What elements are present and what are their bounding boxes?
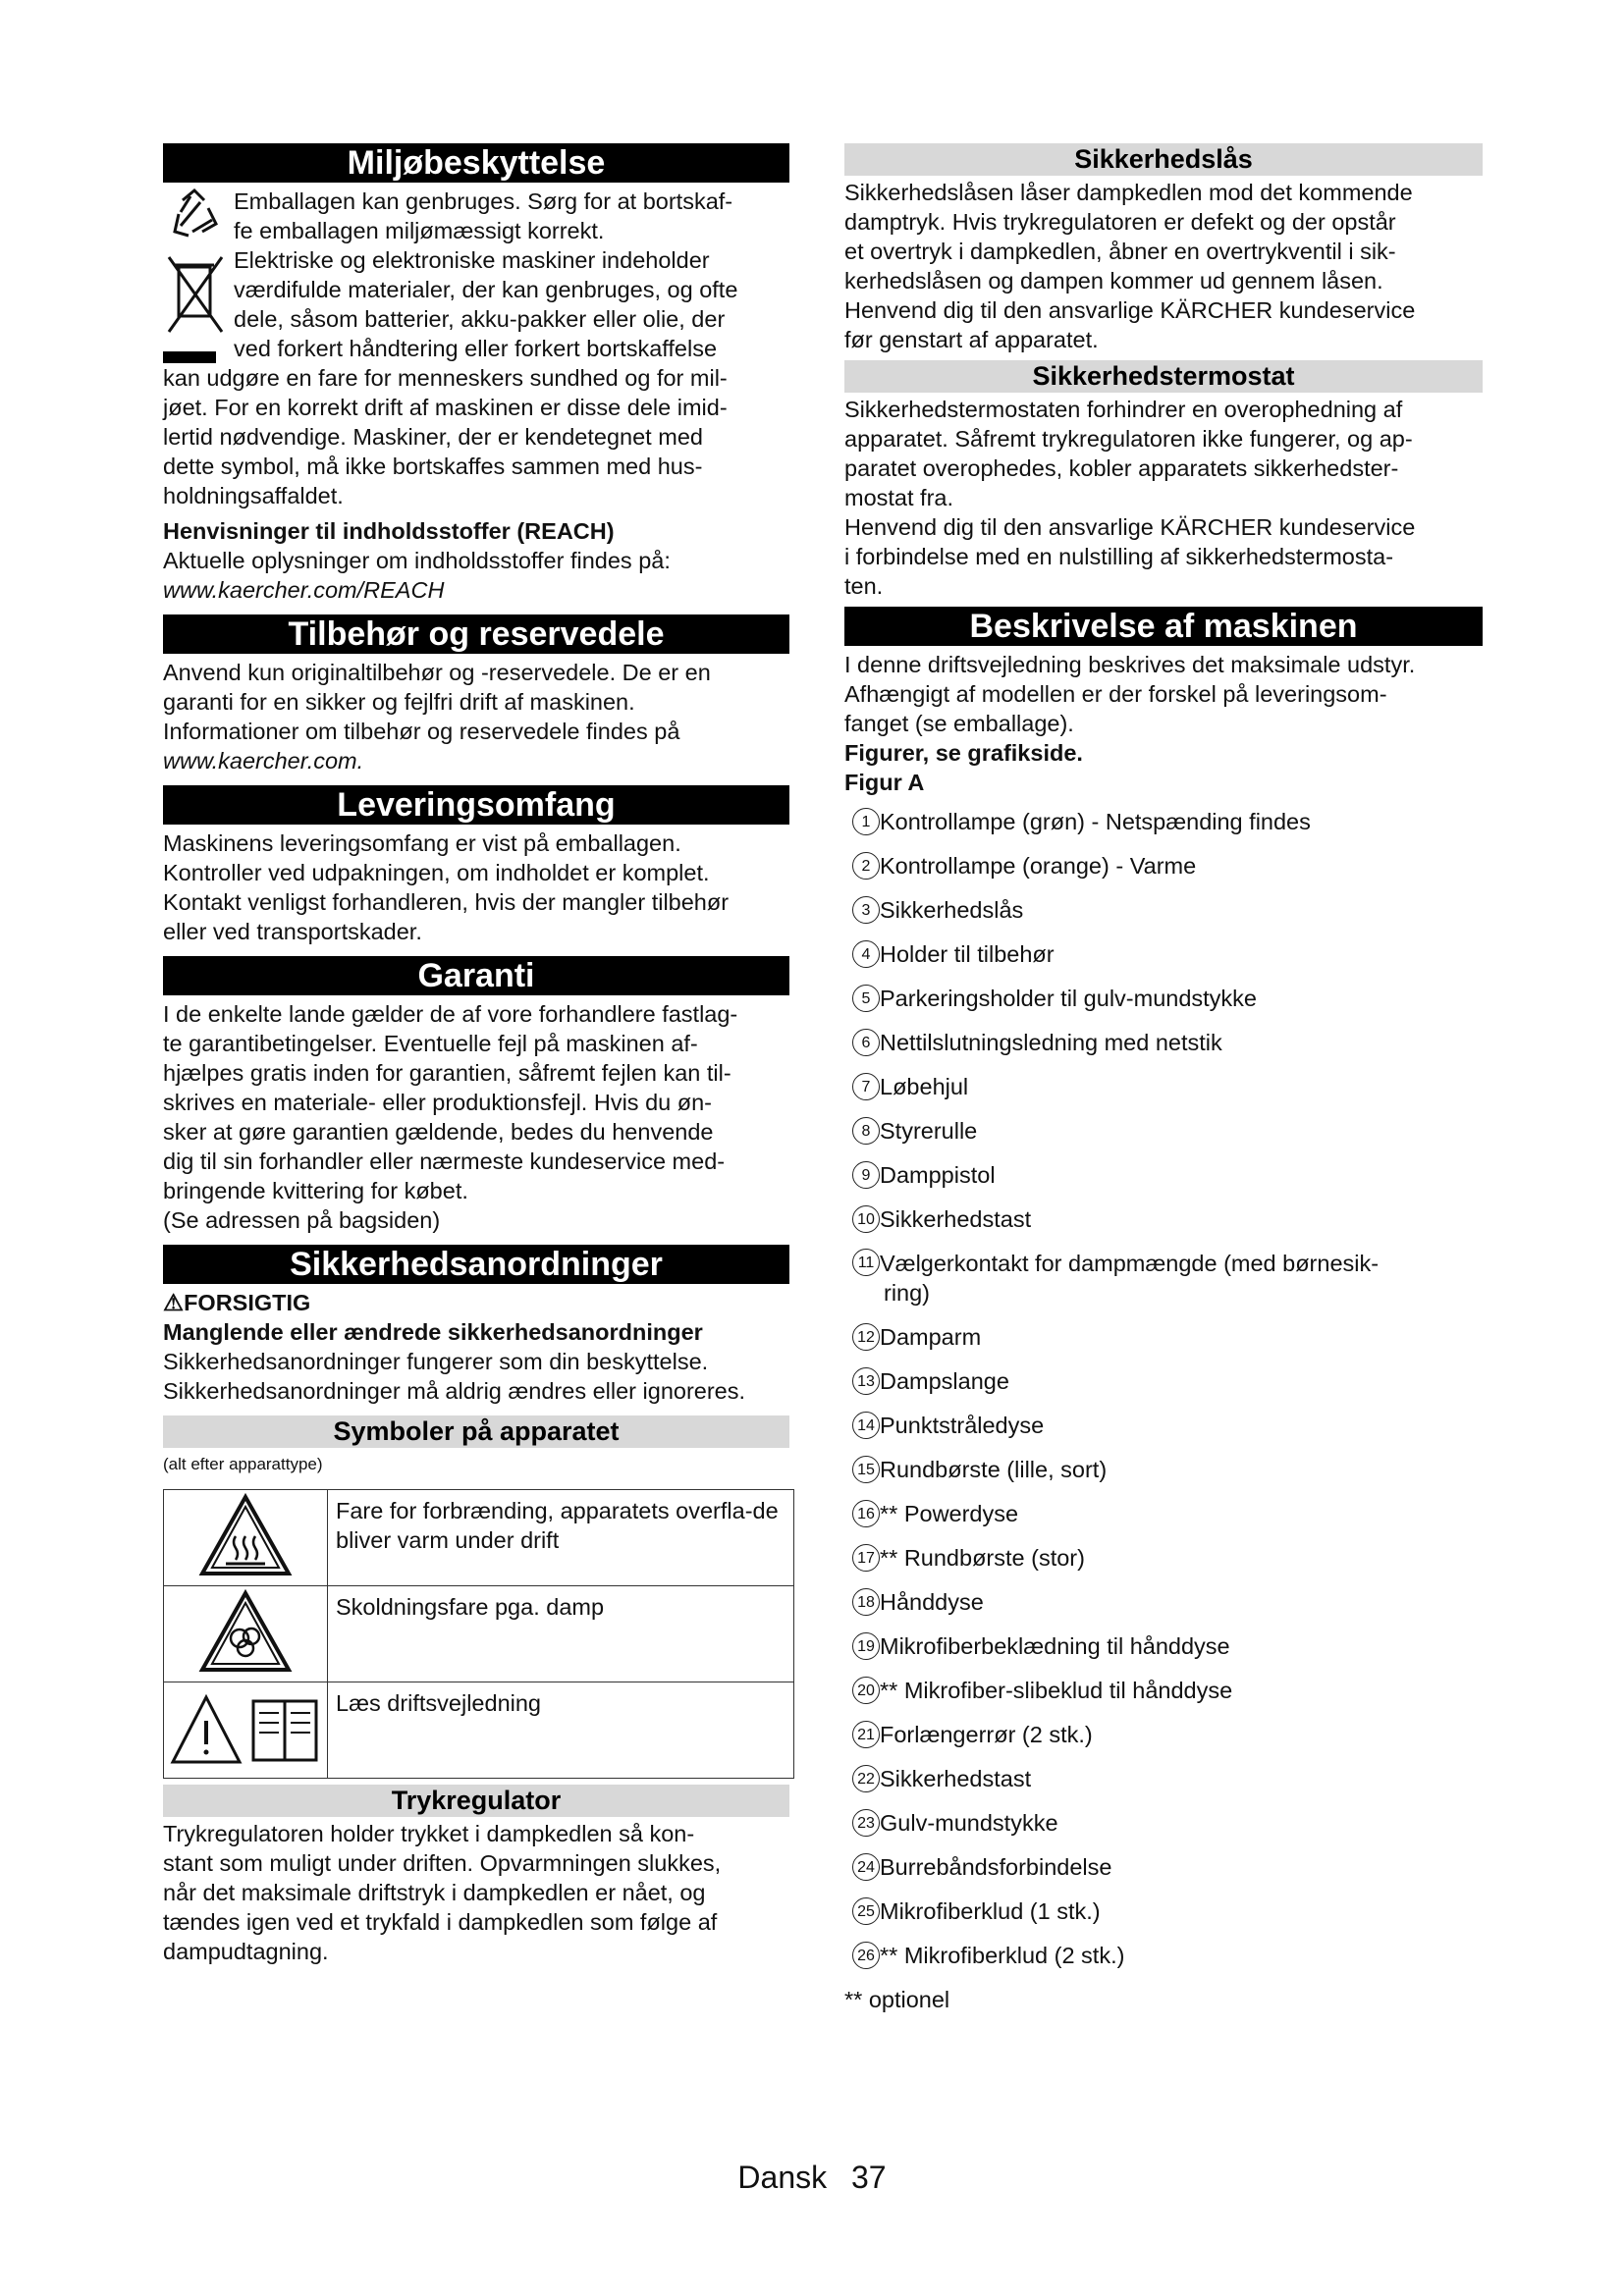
item-number: 2: [852, 852, 880, 880]
table-row: [164, 1682, 794, 1779]
desc-text: Afhængigt af modellen er der forskel på leveringsom-: [844, 681, 1387, 707]
list-item: [852, 1631, 1483, 1661]
pressure-text: tændes igen ved et trykfald i dampkedlen som følge af: [163, 1909, 718, 1935]
env-text: jøet. For en korrekt drift af maskinen er disse dele imid-: [163, 395, 728, 420]
weee-notice: [163, 245, 789, 363]
accessories-link[interactable]: www.kaercher.com.: [163, 748, 364, 774]
lock-text: kerhedslåsen og dampen kommer ud gennem låsen.: [844, 268, 1383, 294]
item-number: 8: [852, 1117, 880, 1145]
section-heading-safety: Sikkerhedsanordninger: [163, 1245, 789, 1284]
lock-text: et overtryk i dampkedlen, åbner en overtrykventil i sik-: [844, 239, 1396, 264]
item-number: 10: [852, 1205, 880, 1233]
list-item: [852, 1204, 1483, 1234]
lock-text: damptryk. Hvis trykregulatoren er defekt og der opstår: [844, 209, 1396, 235]
item-number: 13: [852, 1367, 880, 1395]
item-number: 1: [852, 808, 880, 835]
left-column: [163, 143, 789, 1966]
list-item: [852, 1072, 1483, 1101]
list-item: [852, 1587, 1483, 1617]
section-heading-accessories: Tilbehør og reservedele: [163, 614, 789, 654]
subheading-thermostat: Sikkerhedstermostat: [844, 360, 1483, 393]
desc-text: I denne driftsvejledning beskrives det maksimale udstyr.: [844, 652, 1416, 677]
list-item: [852, 1941, 1483, 1970]
list-item: [852, 1249, 1483, 1308]
item-label: Holder til tilbehør: [880, 941, 1055, 967]
lock-text: Sikkerhedslåsen låser dampkedlen mod det kommende: [844, 180, 1413, 205]
item-number: 20: [852, 1677, 880, 1704]
hot-surface-icon: [164, 1490, 328, 1586]
item-label: Damppistol: [880, 1162, 996, 1188]
item-number: 3: [852, 896, 880, 924]
list-item: [852, 1676, 1483, 1705]
parts-list: [844, 807, 1483, 1970]
list-item: [852, 1366, 1483, 1396]
list-item: [852, 851, 1483, 881]
env-text: værdifulde materialer, der kan genbruges, og ofte: [234, 277, 738, 302]
read-manual-icon: [164, 1682, 328, 1779]
item-label: Kontrollampe (orange) - Varme: [880, 853, 1197, 879]
list-item: [852, 1455, 1483, 1484]
warranty-text: (Se adressen på bagsiden): [163, 1207, 441, 1233]
item-label: Gulv-mundstykke: [880, 1810, 1058, 1836]
page-number: 37: [851, 2160, 887, 2195]
list-item: [852, 1411, 1483, 1440]
item-number: 11: [852, 1249, 880, 1276]
symbol-text: Skoldningsfare pga. damp: [328, 1586, 794, 1682]
item-number: 14: [852, 1412, 880, 1439]
warranty-text: skrives en materiale- eller produktionsfejl. Hvis du øn-: [163, 1090, 712, 1115]
env-text: ved forkert håndtering eller forkert bortskaffelse: [234, 336, 718, 361]
list-item: [852, 1543, 1483, 1573]
steam-hazard-icon: [164, 1586, 328, 1682]
item-label: Mikrofiberbeklædning til hånddyse: [880, 1633, 1230, 1659]
item-number: 4: [852, 940, 880, 968]
item-number: 15: [852, 1456, 880, 1483]
item-label: Nettilslutningsledning med netstik: [880, 1030, 1222, 1055]
pressure-text: Trykregulatoren holder trykket i dampkedlen så kon-: [163, 1821, 695, 1846]
item-label: Styrerulle: [880, 1118, 978, 1144]
item-number: 25: [852, 1897, 880, 1925]
list-item: [852, 895, 1483, 925]
acc-text: garanti for en sikker og fejlfri drift af maskinen.: [163, 689, 635, 715]
list-item: [852, 807, 1483, 836]
item-number: 18: [852, 1588, 880, 1616]
scope-text: Kontakt venligst forhandleren, hvis der mangler tilbehør: [163, 889, 730, 915]
thermo-text: paratet overophedes, kobler apparatets sikkerhedster-: [844, 455, 1399, 481]
thermo-text: Sikkerhedstermostaten forhindrer en overophedning af: [844, 397, 1403, 422]
warranty-text: hjælpes gratis inden for garantien, såfremt fejlen kan til-: [163, 1060, 731, 1086]
warranty-text: sker at gøre garantien gældende, bedes du henvende: [163, 1119, 714, 1145]
optional-note: ** optionel: [844, 1987, 950, 2012]
reach-heading: Henvisninger til indholdsstoffer (REACH): [163, 518, 615, 544]
item-number: 24: [852, 1853, 880, 1881]
list-item: [852, 1808, 1483, 1838]
symbol-text: Fare for forbrænding, apparatets overfla-de bliver varm under drift: [328, 1490, 794, 1586]
env-text: holdningsaffaldet.: [163, 483, 344, 508]
pressure-text: når det maksimale driftstryk i dampkedlen er nået, og: [163, 1880, 706, 1905]
list-item: [852, 1160, 1483, 1190]
list-item: [852, 984, 1483, 1013]
thermo-text: Henvend dig til den ansvarlige KÄRCHER kundeservice: [844, 514, 1416, 540]
symbols-table: [163, 1489, 794, 1779]
subheading-pressure: Trykregulator: [163, 1785, 789, 1817]
env-text: fe emballagen miljømæssigt korrekt.: [234, 218, 605, 243]
acc-text: Anvend kun originaltilbehør og -reservedele. De er en: [163, 660, 711, 685]
list-item: [852, 1764, 1483, 1793]
figure-reference: Figurer, se grafikside.: [844, 740, 1083, 766]
item-label: Kontrollampe (grøn) - Netspænding findes: [880, 809, 1311, 834]
section-heading-warranty: Garanti: [163, 956, 789, 995]
item-number: 19: [852, 1632, 880, 1660]
item-number: 21: [852, 1721, 880, 1748]
item-number: 12: [852, 1323, 880, 1351]
item-label: ** Rundbørste (stor): [880, 1545, 1085, 1571]
list-item: [852, 1896, 1483, 1926]
item-label: Burrebåndsforbindelse: [880, 1854, 1112, 1880]
item-label-line: Vælgerkontakt for dampmængde (med børnesik-: [880, 1251, 1380, 1276]
item-number: 23: [852, 1809, 880, 1837]
item-number: 5: [852, 985, 880, 1012]
lock-text: Henvend dig til den ansvarlige KÄRCHER kundeservice: [844, 297, 1416, 323]
reach-text: Aktuelle oplysninger om indholdsstoffer findes på:: [163, 548, 671, 573]
thermo-text: i forbindelse med en nulstilling af sikkerhedstermosta-: [844, 544, 1394, 569]
item-label-line: ring): [884, 1280, 931, 1306]
right-column: [844, 143, 1483, 2014]
safety-text: Sikkerhedsanordninger må aldrig ændres eller ignoreres.: [163, 1378, 746, 1404]
scope-text: eller ved transportskader.: [163, 919, 422, 944]
warranty-text: te garantibetingelser. Eventuelle fejl på maskinen af-: [163, 1031, 698, 1056]
item-label: Forlængerrør (2 stk.): [880, 1722, 1093, 1747]
item-number: 6: [852, 1029, 880, 1056]
list-item: [852, 1116, 1483, 1146]
thermo-text: mostat fra.: [844, 485, 954, 510]
item-label: Løbehjul: [880, 1074, 969, 1099]
item-label: ** Mikrofiber-slibeklud til hånddyse: [880, 1678, 1233, 1703]
desc-text: fanget (se emballage).: [844, 711, 1074, 736]
item-number: 22: [852, 1765, 880, 1792]
table-row: [164, 1490, 794, 1586]
item-label: Damparm: [880, 1324, 982, 1350]
section-heading-description: Beskrivelse af maskinen: [844, 607, 1483, 646]
list-item: [852, 1720, 1483, 1749]
env-text: lertid nødvendige. Maskiner, der er kendetegnet med: [163, 424, 703, 450]
recycling-icon: [163, 187, 228, 243]
warranty-text: I de enkelte lande gælder de af vore forhandlere fastlag-: [163, 1001, 738, 1027]
symbol-text: Læs driftsvejledning: [328, 1682, 794, 1779]
list-item: [852, 939, 1483, 969]
item-number: 16: [852, 1500, 880, 1527]
env-text: Emballagen kan genbruges. Sørg for at bortskaf-: [234, 188, 733, 214]
section-heading-environment: Miljøbeskyttelse: [163, 143, 789, 183]
pressure-text: stant som muligt under driften. Opvarmningen slukkes,: [163, 1850, 722, 1876]
recycling-notice: [163, 187, 789, 245]
env-text: dette symbol, må ikke bortskaffes sammen med hus-: [163, 454, 703, 479]
item-label: ** Powerdyse: [880, 1501, 1019, 1526]
item-label: Sikkerhedslås: [880, 897, 1024, 923]
warranty-text: bringende kvittering for købet.: [163, 1178, 468, 1203]
figure-a-label: Figur A: [844, 770, 925, 795]
item-label: [880, 1249, 1379, 1308]
list-item: [852, 1028, 1483, 1057]
lock-text: før genstart af apparatet.: [844, 327, 1099, 352]
item-label: ** Mikrofiberklud (2 stk.): [880, 1943, 1125, 1968]
subheading-symbols: Symboler på apparatet: [163, 1415, 789, 1448]
subheading-safety-lock: Sikkerhedslås: [844, 143, 1483, 176]
env-text: dele, såsom batterier, akku-pakker eller olie, der: [234, 306, 726, 332]
item-label: Mikrofiberklud (1 stk.): [880, 1898, 1101, 1924]
item-label: Hånddyse: [880, 1589, 984, 1615]
thermo-text: apparatet. Såfremt trykregulatoren ikke fungerer, og ap-: [844, 426, 1413, 452]
env-text: Elektriske og elektroniske maskiner indeholder: [234, 247, 710, 273]
list-item: [852, 1852, 1483, 1882]
item-label: Sikkerhedstast: [880, 1766, 1032, 1791]
item-number: 7: [852, 1073, 880, 1100]
item-label: Parkeringsholder til gulv-mundstykke: [880, 986, 1257, 1011]
item-label: Punktstråledyse: [880, 1413, 1045, 1438]
crossed-bin-icon: [163, 247, 228, 363]
page-footer: [0, 2160, 1624, 2196]
thermo-text: ten.: [844, 573, 884, 599]
pressure-text: dampudtagning.: [163, 1939, 329, 1964]
section-heading-scope: Leveringsomfang: [163, 785, 789, 825]
item-number: 9: [852, 1161, 880, 1189]
list-item: [852, 1322, 1483, 1352]
symbols-note: (alt efter apparattype): [163, 1455, 323, 1473]
env-text: kan udgøre en fare for menneskers sundhed og for mil-: [163, 365, 728, 391]
footer-language: Dansk: [737, 2160, 828, 2195]
item-number: 17: [852, 1544, 880, 1572]
reach-link[interactable]: www.kaercher.com/REACH: [163, 577, 445, 603]
warranty-text: dig til sin forhandler eller nærmeste kundeservice med-: [163, 1148, 726, 1174]
caution-label: ⚠FORSIGTIG: [163, 1290, 311, 1315]
list-item: [852, 1499, 1483, 1528]
item-label: Dampslange: [880, 1368, 1009, 1394]
scope-text: Kontroller ved udpakningen, om indholdet er komplet.: [163, 860, 710, 885]
item-number: 26: [852, 1942, 880, 1969]
safety-subheading: Manglende eller ændrede sikkerhedsanordninger: [163, 1319, 703, 1345]
item-label: Sikkerhedstast: [880, 1206, 1032, 1232]
table-row: [164, 1586, 794, 1682]
item-label: Rundbørste (lille, sort): [880, 1457, 1108, 1482]
scope-text: Maskinens leveringsomfang er vist på emballagen.: [163, 830, 681, 856]
safety-text: Sikkerhedsanordninger fungerer som din beskyttelse.: [163, 1349, 709, 1374]
acc-text: Informationer om tilbehør og reservedele findes på: [163, 719, 680, 744]
